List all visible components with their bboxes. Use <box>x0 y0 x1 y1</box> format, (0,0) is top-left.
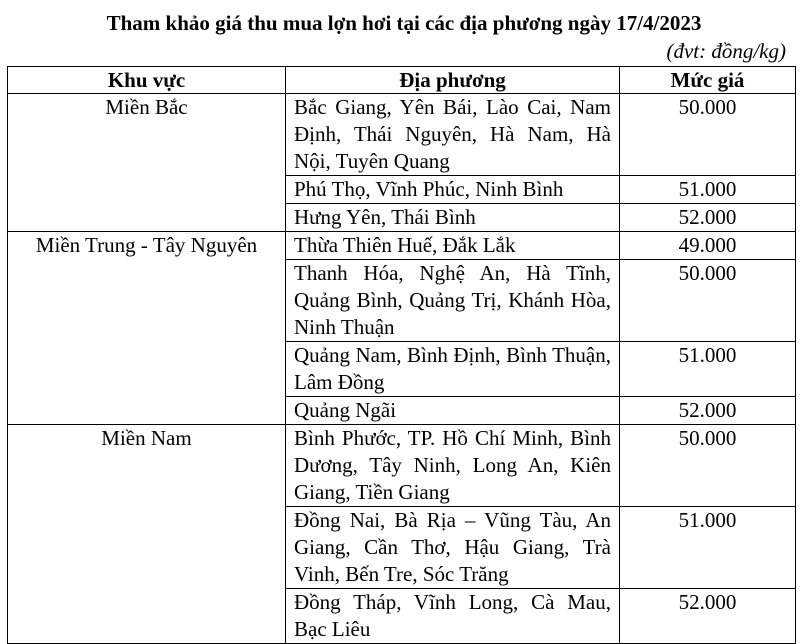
table-row <box>8 425 796 507</box>
locations-cell: Đồng Tháp, Vĩnh Long, Cà Mau, Bạc Liêu <box>286 589 620 644</box>
price-cell: 52.000 <box>620 204 796 232</box>
locations-cell: Thanh Hóa, Nghệ An, Hà Tĩnh, Quảng Bình, Quảng Trị, Khánh Hòa, Ninh Thuận <box>286 260 620 342</box>
locations-cell: Thừa Thiên Huế, Đắk Lắk <box>286 232 620 260</box>
locations-cell: Bình Phước, TP. Hồ Chí Minh, Bình Dương, Tây Ninh, Long An, Kiên Giang, Tiền Giang <box>286 425 620 507</box>
price-cell: 52.000 <box>620 589 796 644</box>
price-cell: 49.000 <box>620 232 796 260</box>
table-row <box>8 94 796 176</box>
header-price: Mức giá <box>620 67 796 94</box>
price-cell: 50.000 <box>620 260 796 342</box>
locations-cell: Bắc Giang, Yên Bái, Lào Cai, Nam Định, Thái Nguyên, Hà Nam, Hà Nội, Tuyên Quang <box>286 94 620 176</box>
header-locations: Địa phương <box>286 67 620 94</box>
header-region: Khu vực <box>8 67 286 94</box>
locations-cell: Quảng Nam, Bình Định, Bình Thuận, Lâm Đồng <box>286 342 620 397</box>
price-cell: 51.000 <box>620 176 796 204</box>
table-header-row <box>8 67 796 94</box>
document-title: Tham khảo giá thu mua lợn hơi tại các địa phương ngày 17/4/2023 <box>106 11 702 35</box>
price-cell: 50.000 <box>620 94 796 176</box>
region-cell-central: Miền Trung - Tây Nguyên <box>8 232 286 425</box>
price-cell: 51.000 <box>620 507 796 589</box>
price-cell: 52.000 <box>620 397 796 425</box>
region-cell-north: Miền Bắc <box>8 94 286 232</box>
price-table <box>7 66 796 644</box>
locations-cell: Quảng Ngãi <box>286 397 620 425</box>
locations-cell: Đồng Nai, Bà Rịa – Vũng Tàu, An Giang, Cần Thơ, Hậu Giang, Trà Vinh, Bến Tre, Sóc Trăng <box>286 507 620 589</box>
locations-cell: Hưng Yên, Thái Bình <box>286 204 620 232</box>
price-cell: 50.000 <box>620 425 796 507</box>
region-cell-south: Miền Nam <box>8 425 286 644</box>
table-row <box>8 232 796 260</box>
price-cell: 51.000 <box>620 342 796 397</box>
locations-cell: Phú Thọ, Vĩnh Phúc, Ninh Bình <box>286 176 620 204</box>
unit-note: (đvt: đồng/kg) <box>666 39 786 63</box>
